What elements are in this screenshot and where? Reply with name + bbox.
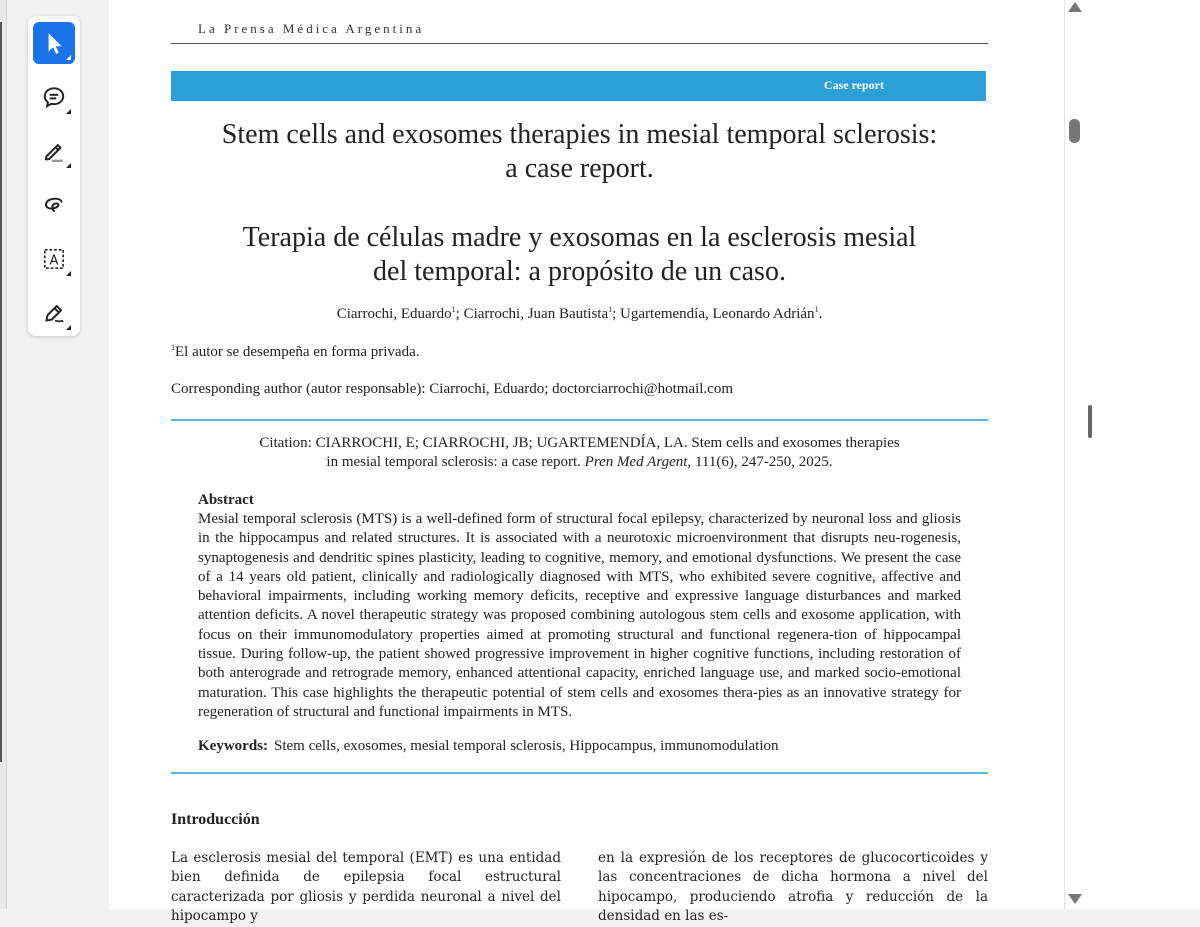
comment-icon [41,84,67,110]
keywords [198,738,779,755]
sign-tool-button[interactable] [33,292,75,334]
running-head: La Prensa Médica Argentina [198,21,425,36]
panel-resize-handle[interactable] [1088,405,1092,438]
body-column-left: La esclerosis mesial del temporal (EMT) es una entidad bien definida de epilepsia focal estructural caracterizada por gliosis y perdida neuronal a nivel del hipocampo y [171,850,561,925]
tool-options-indicator [66,55,71,60]
scroll-up-arrow-icon[interactable] [1068,2,1082,12]
author-2-affiliation-mark: 1 [608,305,613,314]
title-english [171,118,988,186]
author-1-affiliation-mark: 1 [451,305,456,314]
abstract-bottom-rule [171,772,988,774]
abstract-heading: Abstract [198,492,254,508]
article-type-label: Case report [823,78,884,92]
citation-line-2 [171,453,988,472]
comment-tool-button[interactable] [33,76,75,118]
freehand-loop-icon [41,192,67,218]
author-list-end: . [818,306,823,322]
author-3-affiliation-mark: 1 [814,305,819,314]
title-english-line-1: Stem cells and exosomes therapies in mesial temporal sclerosis: [221,119,938,150]
citation-line-2-end: 111(6), 247-250, 2025. [691,454,833,470]
author-3: ; Ugartemendía, Leonardo Adrián [612,306,815,322]
scroll-down-arrow-icon[interactable] [1068,894,1082,904]
author-1: Ciarrochi, Eduardo [336,306,452,322]
tool-options-indicator [66,271,71,276]
introduction-heading: Introducción [171,811,260,828]
keywords-label: Keywords: [198,738,268,754]
title-spanish-line-1: Terapia de células madre y exosomas en la esclerosis mesial [242,222,917,253]
tool-options-indicator [66,325,71,330]
pdf-page [109,0,1064,925]
text-tool-button[interactable] [33,238,75,280]
left-panel-border [0,22,2,762]
abstract-text: Mesial temporal sclerosis (MTS) is a well-defined form of structural focal epilepsy, characterized by neuronal loss and gliosis in the hippocampus and related structures. It is associated with a neurotoxic microenvironment that disrupts neu-rogenesis, synaptogenesis and dendritic spines plasticity, leading to cognitive, memory, and emotional dysfunctions. We present the case of a 14 years old patient, clinically and radiologically diagnosed with MTS, who exhibited severe cognitive, affective and behavioral impairments, including working memory deficits, receptive and expressive language disturbances and marked attention deficits. A novel therapeutic strategy was proposed combining autologous stem cells and exosome application, with focus on their immunomodulatory properties aimed at promoting structural and functional regenera-tion of hippocampal tissue. During follow-up, the patient showed progressive improvement in higher cognitive functions, including restoration of both anterograde and retrograde memory, enhanced attentional capacity, enriched language use, and marked socio-emotional maturation. This case highlights the therapeutic potential of stem cells and exosomes thera-pies as an innovative strategy for regeneration of structural and functional impairments in MTS. [198,511,961,720]
draw-tool-button[interactable] [33,184,75,226]
corresponding-author: Corresponding author (autor responsable): Ciarrochi, Eduardo; doctorciarrochi@hotmail.com [171,381,733,397]
title-spanish-line-2: del temporal: a propósito de un caso. [373,256,786,287]
select-tool-button[interactable] [33,22,75,64]
scrollbar-thumb[interactable] [1069,119,1080,143]
keywords-list: Stem cells, exosomes, mesial temporal sclerosis, Hippocampus, immunomodulation [274,738,779,754]
left-panel-edge [0,0,7,909]
text-tool-glyph: A [49,253,59,269]
citation-journal: Pren Med Argent, [584,454,692,470]
author-list [171,305,988,323]
citation-top-rule [171,419,988,421]
citation-line-2-start: in mesial temporal sclerosis: a case report. [326,454,585,470]
cursor-arrow-icon [41,30,67,56]
affiliation [171,343,419,361]
affiliation-mark: 1 [171,343,175,352]
right-panel [1085,0,1200,909]
citation-block [171,434,988,472]
tool-options-indicator [66,109,71,114]
article-type-banner [171,71,986,101]
highlighter-icon [41,138,67,164]
title-spanish [171,221,988,289]
annotation-toolbar [28,16,80,336]
header-rule [171,43,988,44]
sign-pen-icon [41,300,67,326]
citation-line-1: Citation: CIARROCHI, E; CIARROCHI, JB; UGARTEMENDÍA, LA. Stem cells and exosomes therapies [259,435,900,451]
highlight-tool-button[interactable] [33,130,75,172]
title-english-line-2: a case report. [505,153,654,184]
author-2: ; Ciarrochi, Juan Bautista [455,306,609,322]
text-box-icon [41,246,67,272]
tool-options-indicator [66,163,71,168]
affiliation-text: El autor se desempeña en forma privada. [175,344,420,360]
body-column-right: en la expresión de los receptores de glucocorticoides y las concentraciones de dicha hormona a nivel del hipocampo, produciendo atrofia y reducción de la densidad en las es- [598,850,988,925]
